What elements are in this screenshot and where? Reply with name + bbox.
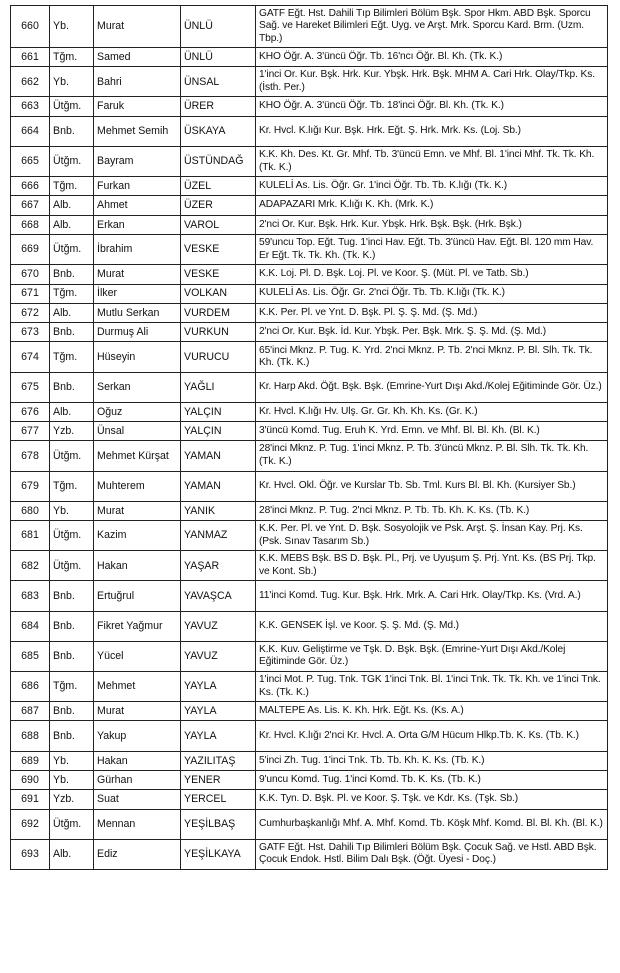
row-number-cell: 668 — [11, 215, 50, 234]
table-row — [11, 839, 608, 869]
rank-cell: Bnb. — [50, 581, 94, 611]
unit-cell: GATF Eğt. Hst. Dahili Tıp Bilimleri Bölüm Bşk. Spor Hkm. ABD Bşk. Sporcu Sağ. ve Hareket Bilimleri Eğt. Uyg. ve Arşt. Mrk. Sporcu Kard. Brm. (Uzm. Tbp.) — [256, 6, 608, 48]
row-number-cell: 663 — [11, 97, 50, 116]
unit-cell: K.K. GENSEK İşl. ve Koor. Ş. Ş. Md. (Ş. Md.) — [256, 611, 608, 641]
row-number-cell: 691 — [11, 790, 50, 809]
row-number-cell: 675 — [11, 372, 50, 402]
last-name-cell: ÜZEL — [181, 177, 256, 196]
first-name-cell: Bahri — [94, 67, 181, 97]
rank-cell: Bnb. — [50, 702, 94, 721]
rank-cell: Yzb. — [50, 790, 94, 809]
table-row — [11, 323, 608, 342]
first-name-cell: Yakup — [94, 721, 181, 751]
rank-cell: Yb. — [50, 770, 94, 789]
unit-cell: Kr. Hvcl. K.lığı 2'nci Kr. Hvcl. A. Orta G/M Hücum Hlkp.Tb. K. Ks. (Tb. K.) — [256, 721, 608, 751]
first-name-cell: İlker — [94, 284, 181, 303]
first-name-cell: Hüseyin — [94, 342, 181, 372]
first-name-cell: Ahmet — [94, 196, 181, 215]
row-number-cell: 667 — [11, 196, 50, 215]
unit-cell: ADAPAZARI Mrk. K.lığı K. Kh. (Mrk. K.) — [256, 196, 608, 215]
table-row — [11, 422, 608, 441]
last-name-cell: YEŞİLBAŞ — [181, 809, 256, 839]
last-name-cell: YAYLA — [181, 672, 256, 702]
first-name-cell: Furkan — [94, 177, 181, 196]
rank-cell: Bnb. — [50, 116, 94, 146]
unit-cell: K.K. Tyn. D. Bşk. Pl. ve Koor. Ş. Tşk. ve Kdr. Ks. (Tşk. Sb.) — [256, 790, 608, 809]
table-row — [11, 441, 608, 471]
first-name-cell: Suat — [94, 790, 181, 809]
unit-cell: GATF Eğt. Hst. Dahili Tıp Bilimleri Bölüm Bşk. Çocuk Sağ. ve Hstl. ABD Bşk. Çocuk Endok. Hstl. Bilim Dalı Bşk. (Öğt. Üyesi - Doç.) — [256, 839, 608, 869]
rank-cell: Bnb. — [50, 265, 94, 284]
row-number-cell: 676 — [11, 402, 50, 421]
row-number-cell: 681 — [11, 521, 50, 551]
last-name-cell: ÜSTÜNDAĞ — [181, 146, 256, 176]
last-name-cell: YANIK — [181, 501, 256, 520]
first-name-cell: Ediz — [94, 839, 181, 869]
unit-cell: 59'uncu Top. Eğt. Tug. 1'inci Hav. Eğt. Tb. 3'üncü Hav. Eğt. Bl. 120 mm Hav. Er Eğt. Tk. Tk. Kh. (Tk. K.) — [256, 235, 608, 265]
table-row — [11, 215, 608, 234]
last-name-cell: YAVUZ — [181, 641, 256, 671]
row-number-cell: 683 — [11, 581, 50, 611]
last-name-cell: YEŞİLKAYA — [181, 839, 256, 869]
first-name-cell: Mehmet Semih — [94, 116, 181, 146]
rank-cell: Yzb. — [50, 422, 94, 441]
first-name-cell: Samed — [94, 48, 181, 67]
rank-cell: Ütğm. — [50, 146, 94, 176]
table-row — [11, 67, 608, 97]
first-name-cell: Erkan — [94, 215, 181, 234]
row-number-cell: 690 — [11, 770, 50, 789]
table-row — [11, 521, 608, 551]
unit-cell: 5'inci Zh. Tug. 1'inci Tnk. Tb. Tb. Kh. K. Ks. (Tb. K.) — [256, 751, 608, 770]
first-name-cell: Kazim — [94, 521, 181, 551]
row-number-cell: 669 — [11, 235, 50, 265]
table-row — [11, 235, 608, 265]
unit-cell: KULELİ As. Lis. Öğr. Gr. 1'inci Öğr. Tb. Tb. K.lığı (Tk. K.) — [256, 177, 608, 196]
table-body — [11, 6, 608, 870]
table-row — [11, 6, 608, 48]
unit-cell: 65'inci Mknz. P. Tug. K. Yrd. 2'nci Mknz. P. Tb. 2'nci Mknz. P. Bl. Slh. Tk. Tk. Kh. (Tk. K.) — [256, 342, 608, 372]
rank-cell: Alb. — [50, 196, 94, 215]
unit-cell: K.K. Kh. Des. Kt. Gr. Mhf. Tb. 3'üncü Emn. ve Mhf. Bl. 1'inci Mhf. Tk. Tk. Kh. (Tk. K.) — [256, 146, 608, 176]
unit-cell: K.K. Kuv. Geliştirme ve Tşk. D. Bşk. Bşk. (Emrine-Yurt Dışı Akd./Kolej Eğitiminde Gör. Üz.) — [256, 641, 608, 671]
table-row — [11, 770, 608, 789]
first-name-cell: Mehmet — [94, 672, 181, 702]
table-row — [11, 284, 608, 303]
personnel-list-document — [10, 5, 607, 870]
row-number-cell: 665 — [11, 146, 50, 176]
rank-cell: Bnb. — [50, 323, 94, 342]
unit-cell: KHO Öğr. A. 3'üncü Öğr. Tb. 16'ncı Öğr. Bl. Kh. (Tk. K.) — [256, 48, 608, 67]
rank-cell: Yb. — [50, 67, 94, 97]
rank-cell: Bnb. — [50, 641, 94, 671]
first-name-cell: Murat — [94, 702, 181, 721]
last-name-cell: YAYLA — [181, 702, 256, 721]
first-name-cell: Fikret Yağmur — [94, 611, 181, 641]
unit-cell: K.K. MEBS Bşk. BS D. Bşk. Pl., Prj. ve Uyuşum Ş. Prj. Ynt. Ks. (BS Prj. Tkp. ve Kont. Sb.) — [256, 551, 608, 581]
first-name-cell: Faruk — [94, 97, 181, 116]
rank-cell: Tğm. — [50, 471, 94, 501]
unit-cell: K.K. Per. Pl. ve Ynt. D. Bşk. Pl. Ş. Ş. Md. (Ş. Md.) — [256, 303, 608, 322]
last-name-cell: VAROL — [181, 215, 256, 234]
first-name-cell: Mehmet Kürşat — [94, 441, 181, 471]
rank-cell: Yb. — [50, 501, 94, 520]
row-number-cell: 688 — [11, 721, 50, 751]
unit-cell: Cumhurbaşkanlığı Mhf. A. Mhf. Komd. Tb. Köşk Mhf. Komd. Bl. Bl. Kh. (Bl. K.) — [256, 809, 608, 839]
first-name-cell: Serkan — [94, 372, 181, 402]
row-number-cell: 689 — [11, 751, 50, 770]
last-name-cell: ÜNLÜ — [181, 6, 256, 48]
row-number-cell: 662 — [11, 67, 50, 97]
first-name-cell: Murat — [94, 501, 181, 520]
last-name-cell: ÜZER — [181, 196, 256, 215]
row-number-cell: 666 — [11, 177, 50, 196]
last-name-cell: ÜNLÜ — [181, 48, 256, 67]
first-name-cell: Hakan — [94, 751, 181, 770]
table-row — [11, 97, 608, 116]
last-name-cell: YAĞLI — [181, 372, 256, 402]
table-row — [11, 721, 608, 751]
table-row — [11, 402, 608, 421]
first-name-cell: Murat — [94, 265, 181, 284]
table-row — [11, 551, 608, 581]
table-row — [11, 48, 608, 67]
last-name-cell: YAVUZ — [181, 611, 256, 641]
last-name-cell: YAMAN — [181, 471, 256, 501]
unit-cell: Kr. Hvcl. K.lığı Kur. Bşk. Hrk. Eğt. Ş. Hrk. Mrk. Ks. (Loj. Sb.) — [256, 116, 608, 146]
last-name-cell: VURKUN — [181, 323, 256, 342]
rank-cell: Yb. — [50, 751, 94, 770]
unit-cell: Kr. Hvcl. K.lığı Hv. Ulş. Gr. Gr. Kh. Kh. Ks. (Gr. K.) — [256, 402, 608, 421]
unit-cell: K.K. Loj. Pl. D. Bşk. Loj. Pl. ve Koor. Ş. (Müt. Pl. ve Tatb. Sb.) — [256, 265, 608, 284]
first-name-cell: Durmuş Ali — [94, 323, 181, 342]
last-name-cell: YAMAN — [181, 441, 256, 471]
table-row — [11, 501, 608, 520]
rank-cell: Tğm. — [50, 48, 94, 67]
first-name-cell: Muhterem — [94, 471, 181, 501]
table-row — [11, 116, 608, 146]
rank-cell: Tğm. — [50, 284, 94, 303]
table-row — [11, 790, 608, 809]
table-row — [11, 702, 608, 721]
unit-cell: 28'inci Mknz. P. Tug. 1'inci Mknz. P. Tb. 3'üncü Mknz. P. Bl. Slh. Tk. Tk. Kh. (Tk. K.) — [256, 441, 608, 471]
last-name-cell: VESKE — [181, 265, 256, 284]
table-row — [11, 146, 608, 176]
rank-cell: Alb. — [50, 839, 94, 869]
first-name-cell: Mutlu Serkan — [94, 303, 181, 322]
rank-cell: Ütğm. — [50, 235, 94, 265]
rank-cell: Ütğm. — [50, 551, 94, 581]
first-name-cell: Ünsal — [94, 422, 181, 441]
last-name-cell: VURUCU — [181, 342, 256, 372]
rank-cell: Alb. — [50, 215, 94, 234]
row-number-cell: 670 — [11, 265, 50, 284]
row-number-cell: 661 — [11, 48, 50, 67]
unit-cell: Kr. Harp Akd. Öğt. Bşk. Bşk. (Emrine-Yurt Dışı Akd./Kolej Eğitiminde Gör. Üz.) — [256, 372, 608, 402]
last-name-cell: YALÇIN — [181, 402, 256, 421]
table-row — [11, 177, 608, 196]
rank-cell: Tğm. — [50, 672, 94, 702]
last-name-cell: VOLKAN — [181, 284, 256, 303]
unit-cell: 3'üncü Komd. Tug. Eruh K. Yrd. Emn. ve Mhf. Bl. Bl. Kh. (Bl. K.) — [256, 422, 608, 441]
table-row — [11, 372, 608, 402]
row-number-cell: 686 — [11, 672, 50, 702]
row-number-cell: 679 — [11, 471, 50, 501]
first-name-cell: İbrahim — [94, 235, 181, 265]
table-row — [11, 809, 608, 839]
row-number-cell: 671 — [11, 284, 50, 303]
rank-cell: Alb. — [50, 303, 94, 322]
first-name-cell: Bayram — [94, 146, 181, 176]
last-name-cell: ÜSKAYA — [181, 116, 256, 146]
first-name-cell: Murat — [94, 6, 181, 48]
table-row — [11, 581, 608, 611]
last-name-cell: YAZILITAŞ — [181, 751, 256, 770]
first-name-cell: Oğuz — [94, 402, 181, 421]
unit-cell: 1'inci Mot. P. Tug. Tnk. TGK 1'inci Tnk. Bl. 1'inci Tnk. Tk. Tk. Kh. ve 1'inci Tnk. Ks. (Tk. K.) — [256, 672, 608, 702]
rank-cell: Ütğm. — [50, 97, 94, 116]
rank-cell: Tğm. — [50, 342, 94, 372]
unit-cell: KHO Öğr. A. 3'üncü Öğr. Tb. 18'inci Öğr. Bl. Kh. (Tk. K.) — [256, 97, 608, 116]
table-row — [11, 265, 608, 284]
unit-cell: KULELİ As. Lis. Öğr. Gr. 2'nci Öğr. Tb. Tb. K.lığı (Tk. K.) — [256, 284, 608, 303]
rank-cell: Yb. — [50, 6, 94, 48]
last-name-cell: ÜNSAL — [181, 67, 256, 97]
row-number-cell: 673 — [11, 323, 50, 342]
table-row — [11, 196, 608, 215]
first-name-cell: Gürhan — [94, 770, 181, 789]
unit-cell: 9'uncu Komd. Tug. 1'inci Komd. Tb. K. Ks. (Tb. K.) — [256, 770, 608, 789]
unit-cell: Kr. Hvcl. Okl. Öğr. ve Kurslar Tb. Sb. Tml. Kurs Bl. Bl. Kh. (Kursiyer Sb.) — [256, 471, 608, 501]
rank-cell: Tğm. — [50, 177, 94, 196]
table-row — [11, 303, 608, 322]
table-row — [11, 641, 608, 671]
row-number-cell: 685 — [11, 641, 50, 671]
table-row — [11, 672, 608, 702]
first-name-cell: Yücel — [94, 641, 181, 671]
unit-cell: 28'inci Mknz. P. Tug. 2'nci Mknz. P. Tb. Tb. Kh. K. Ks. (Tb. K.) — [256, 501, 608, 520]
table-row — [11, 471, 608, 501]
row-number-cell: 684 — [11, 611, 50, 641]
unit-cell: 2'nci Or. Kur. Bşk. İd. Kur. Ybşk. Per. Bşk. Mrk. Ş. Ş. Md. (Ş. Md.) — [256, 323, 608, 342]
last-name-cell: VESKE — [181, 235, 256, 265]
row-number-cell: 678 — [11, 441, 50, 471]
row-number-cell: 674 — [11, 342, 50, 372]
last-name-cell: YANMAZ — [181, 521, 256, 551]
row-number-cell: 680 — [11, 501, 50, 520]
personnel-table — [10, 5, 608, 870]
rank-cell: Bnb. — [50, 721, 94, 751]
last-name-cell: YAŞAR — [181, 551, 256, 581]
rank-cell: Ütğm. — [50, 441, 94, 471]
row-number-cell: 660 — [11, 6, 50, 48]
unit-cell: MALTEPE As. Lis. K. Kh. Hrk. Eğt. Ks. (Ks. A.) — [256, 702, 608, 721]
first-name-cell: Mennan — [94, 809, 181, 839]
row-number-cell: 687 — [11, 702, 50, 721]
first-name-cell: Ertuğrul — [94, 581, 181, 611]
last-name-cell: YAYLA — [181, 721, 256, 751]
row-number-cell: 682 — [11, 551, 50, 581]
rank-cell: Ütğm. — [50, 521, 94, 551]
rank-cell: Ütğm. — [50, 809, 94, 839]
unit-cell: K.K. Per. Pl. ve Ynt. D. Bşk. Sosyolojik ve Psk. Arşt. Ş. İnsan Kay. Prj. Ks. (Psk. Sınav Tasarım Sb.) — [256, 521, 608, 551]
last-name-cell: YAVAŞCA — [181, 581, 256, 611]
rank-cell: Bnb. — [50, 611, 94, 641]
last-name-cell: VURDEM — [181, 303, 256, 322]
table-row — [11, 751, 608, 770]
unit-cell: 2'nci Or. Kur. Bşk. Hrk. Kur. Ybşk. Hrk. Bşk. Bşk. (Hrk. Bşk.) — [256, 215, 608, 234]
last-name-cell: YERCEL — [181, 790, 256, 809]
last-name-cell: YALÇIN — [181, 422, 256, 441]
rank-cell: Bnb. — [50, 372, 94, 402]
last-name-cell: YENER — [181, 770, 256, 789]
row-number-cell: 664 — [11, 116, 50, 146]
row-number-cell: 677 — [11, 422, 50, 441]
rank-cell: Alb. — [50, 402, 94, 421]
row-number-cell: 672 — [11, 303, 50, 322]
row-number-cell: 693 — [11, 839, 50, 869]
first-name-cell: Hakan — [94, 551, 181, 581]
table-row — [11, 342, 608, 372]
unit-cell: 1'inci Or. Kur. Bşk. Hrk. Kur. Ybşk. Hrk. Bşk. MHM A. Cari Hrk. Olay/Tkp. Ks. (İsth. Per.) — [256, 67, 608, 97]
row-number-cell: 692 — [11, 809, 50, 839]
unit-cell: 11'inci Komd. Tug. Kur. Bşk. Hrk. Mrk. A. Cari Hrk. Olay/Tkp. Ks. (Vrd. A.) — [256, 581, 608, 611]
last-name-cell: ÜRER — [181, 97, 256, 116]
table-row — [11, 611, 608, 641]
